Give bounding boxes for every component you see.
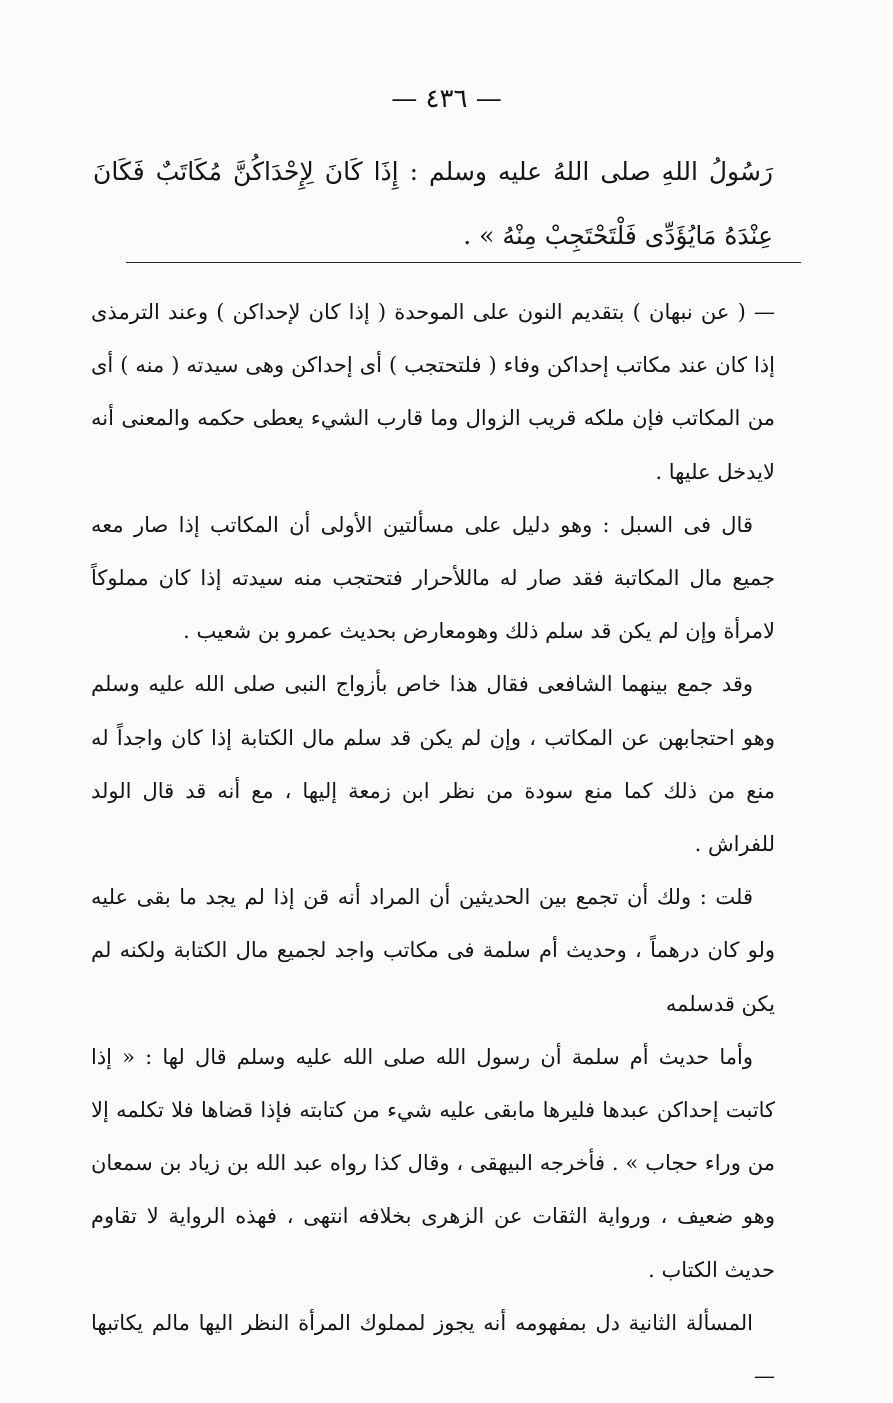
commentary-paragraph-2: قال فى السبل : وهو دليل على مسألتين الأولى أن المكاتب إذا صار معه جميع مال المكاتبة فقد صار له ماللأحرار فتحتجب منه سيدته إذا كان مملوكاً لامرأة وإن لم يكن قد سلم ذلك وهومعارض بحديث عمرو بن شعيب . (91, 512, 775, 644)
commentary-paragraph-1: — ( عن نبهان ) بتقديم النون على الموحدة ( إذا كان لإحداكن ) وعند الترمذى إذا كان عند مكاتب إحداكن وفاء ( فلتحتجب ) أى إحداكن وهى سيدته ( منه ) أى من المكاتب فإن ملكه قريب الزوال وما قارب الشيء يعطى حكمه والمعنى أنه لايدخل عليها . (91, 300, 775, 484)
commentary-paragraph-3: وقد جمع بينهما الشافعى فقال هذا خاص بأزواج النبى صلى الله عليه وسلم وهو احتجابهن عن المكاتب ، وإن لم يكن قد سلم مال الكتابة إذا كان واجداً له منع من ذلك كما منع سودة من نظر ابن زمعة إليها ، مع أنه قد قال الولد للفراش . (91, 672, 775, 857)
commentary-paragraph-4: قلت : ولك أن تجمع بين الحديثين أن المراد أنه قن إذا لم يجد ما بقى عليه ولو كان درهماً ، وحديث أم سلمة فى مكاتب واجد لجميع مال الكتابة ولكنه لم يكن قدسلمه (91, 885, 775, 1016)
hadith-text: رَسُولُ اللهِ صلى اللهُ عليه وسلم : إِذَا كَانَ لِإِحْدَاكُنَّ مُكَاتَبٌ فَكَانَ عِنْدَهُ مَايُؤَدِّى فَلْتَحْتَجِبْ مِنْهُ » . (93, 157, 773, 250)
commentary-paragraph-6: المسألة الثانية دل بمفهومه أنه يجوز لمملوك المرأة النظر اليها مالم يكاتبها — (91, 1310, 775, 1389)
commentary (91, 286, 775, 1403)
page-number: — ٤٣٦ — (391, 84, 502, 114)
commentary-paragraph-5: وأما حديث أم سلمة أن رسول الله صلى الله عليه وسلم قال لها : « إذا كاتبت إحداكن عبدها فليرها مابقى عليه شيء من كتابته فإذا قضاها فلا تكلمه إلا من وراء حجاب » . فأخرجه البيهقى ، وقال كذا رواه عبد الله بن زياد بن سمعان وهو ضعيف ، ورواية الثقات عن الزهرى بخلافه انتهى ، فهذه الرواية لا تقاوم حديث الكتاب . (91, 1044, 775, 1282)
separator-rule (126, 262, 801, 263)
